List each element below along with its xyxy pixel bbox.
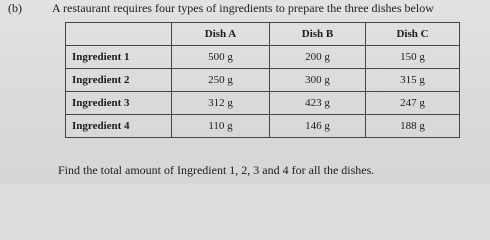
- column-header-dish-c: Dish C: [366, 23, 460, 46]
- table-row: [66, 115, 460, 138]
- table-cell: 110 g: [172, 115, 270, 138]
- question-text: A restaurant requires four types of ingredients to prepare the three dishes below: [52, 1, 434, 15]
- table-cell: 146 g: [270, 115, 366, 138]
- row-label-ingredient-3: Ingredient 3: [66, 92, 172, 115]
- table-cell: 150 g: [366, 46, 460, 69]
- table-corner-cell: [66, 23, 172, 46]
- part-label: (b): [8, 1, 22, 15]
- table-cell: 247 g: [366, 92, 460, 115]
- table-cell: 188 g: [366, 115, 460, 138]
- column-header-dish-a: Dish A: [172, 23, 270, 46]
- table-cell: 315 g: [366, 69, 460, 92]
- table-row: [66, 92, 460, 115]
- table-cell: 500 g: [172, 46, 270, 69]
- column-header-dish-b: Dish B: [270, 23, 366, 46]
- table-cell: 300 g: [270, 69, 366, 92]
- row-label-ingredient-1: Ingredient 1: [66, 46, 172, 69]
- table-cell: 250 g: [172, 69, 270, 92]
- table-row: [66, 46, 460, 69]
- table-cell: 423 g: [270, 92, 366, 115]
- table-row: [66, 69, 460, 92]
- instruction-text: Find the total amount of Ingredient 1, 2, 3 and 4 for all the dishes.: [58, 163, 375, 177]
- table-cell: 200 g: [270, 46, 366, 69]
- ingredients-table: [65, 22, 460, 138]
- table-header-row: [66, 23, 460, 46]
- row-label-ingredient-2: Ingredient 2: [66, 69, 172, 92]
- table-cell: 312 g: [172, 92, 270, 115]
- row-label-ingredient-4: Ingredient 4: [66, 115, 172, 138]
